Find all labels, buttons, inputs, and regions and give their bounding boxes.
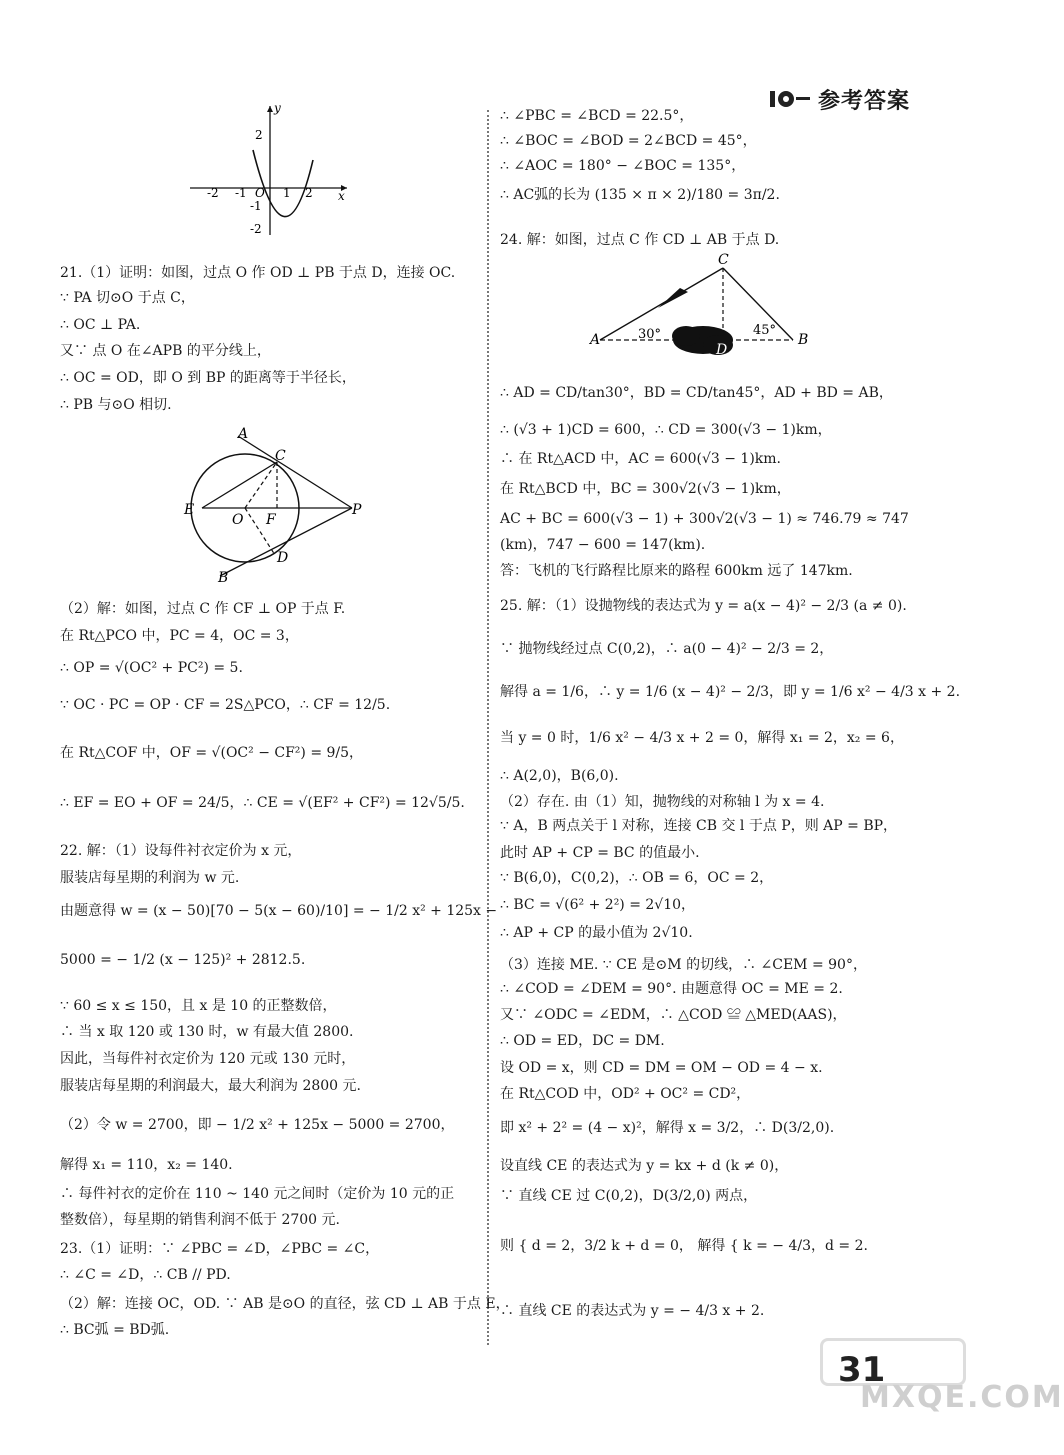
left-text-line: （2）令 w = 2700，即 − 1/2 x² + 125x − 5000 = 2700， <box>60 1117 455 1133</box>
left-text-line: ∵ OC · PC = OP · CF = 2S△PCO，∴ CF = 12/5. <box>60 697 391 713</box>
left-text-line: 又∵ 点 O 在∠APB 的平分线上， <box>60 343 271 359</box>
point-c: C <box>718 252 729 268</box>
left-text-line: 整数倍），每星期的销售利润不低于 2700 元. <box>60 1212 340 1228</box>
point-d: D <box>716 342 728 358</box>
right-text-line: 则 { d = 2，3/2 k + d = 0， 解得 { k = − 4/3，d = 2. <box>500 1238 868 1254</box>
right-text-line: ∴ AD = CD/tan30°，BD = CD/tan45°，AD + BD = AB， <box>500 385 893 401</box>
left-text-line: 服装店每星期的利润最大，最大利润为 2800 元. <box>60 1078 361 1094</box>
right-text-line: 在 Rt△BCD 中，BC = 300√2(√3 − 1)km， <box>500 481 791 497</box>
airplane-route-figure <box>588 250 828 360</box>
right-text-line: （2）存在. 由（1）知，抛物线的对称轴 l 为 x = 4. <box>500 794 825 810</box>
right-text-line: 当 y = 0 时，1/6 x² − 4/3 x + 2 = 0，解得 x₁ = 2，x₂ = 6， <box>500 730 904 746</box>
left-text-line: ∴ 每件衬衣的定价在 110 ~ 140 元之间时（定价为 10 元的正 <box>60 1186 455 1202</box>
right-text-line: (km)，747 − 600 = 147(km). <box>500 537 706 553</box>
page-header <box>770 84 910 118</box>
right-text-line: ∴ ∠BOC = ∠BOD = 2∠BCD = 45°， <box>500 133 757 149</box>
left-text-line: （2）解：连接 OC，OD. ∵ AB 是⊙O 的直径，弦 CD ⊥ AB 于点 E， <box>60 1296 510 1312</box>
right-text-line: ∴ (√3 + 1)CD = 600，∴ CD = 300(√3 − 1)km， <box>500 422 832 438</box>
left-text-line: ∵ PA 切⊙O 于点 C， <box>60 290 195 306</box>
left-text-line: 在 Rt△PCO 中，PC = 4，OC = 3， <box>60 628 299 644</box>
circle-tangent-figure <box>180 420 370 590</box>
tick-x-2: 2 <box>305 186 313 200</box>
page-number: 31 <box>838 1350 886 1390</box>
right-text-line: ∴ A(2,0)，B(6,0). <box>500 768 619 784</box>
point-a: A <box>238 426 249 442</box>
right-text-line: （3）连接 ME. ∵ CE 是⊙M 的切线，∴ ∠CEM = 90°， <box>500 957 867 973</box>
left-text-line: 5000 = − 1/2 (x − 125)² + 2812.5. <box>60 952 306 968</box>
right-text-line: ∴ ∠AOC = 180° − ∠BOC = 135°， <box>500 158 746 174</box>
right-text-line: ∴ 在 Rt△ACD 中，AC = 600(√3 − 1)km. <box>500 451 782 467</box>
right-text-line: ∴ 直线 CE 的表达式为 y = − 4/3 x + 2. <box>500 1303 765 1319</box>
point-e: E <box>184 502 195 518</box>
right-text-line: 25. 解：（1）设抛物线的表达式为 y = a(x − 4)² − 2/3 (a ≠ 0). <box>500 598 907 614</box>
left-text-line: 23.（1）证明：∵ ∠PBC = ∠D，∠PBC = ∠C， <box>60 1241 380 1257</box>
point-c: C <box>275 448 286 464</box>
book-logo-icon <box>770 88 812 110</box>
right-text-line: 即 x² + 2² = (4 − x)²，解得 x = 3/2，∴ D(3/2,0). <box>500 1120 835 1136</box>
right-text-line: ∴ ∠COD = ∠DEM = 90°. 由题意得 OC = ME = 2. <box>500 981 843 997</box>
tick-y-2: 2 <box>255 128 263 142</box>
header-title: 参考答案 <box>818 89 911 114</box>
right-text-line: 解得 a = 1/6，∴ y = 1/6 (x − 4)² − 2/3，即 y = 1/6 x² − 4/3 x + 2. <box>500 684 961 700</box>
point-d: D <box>277 550 289 566</box>
right-text-line: ∴ BC = √(6² + 2²) = 2√10， <box>500 897 696 913</box>
point-p: P <box>352 502 362 518</box>
axis-y-label: y <box>274 101 281 115</box>
right-text-line: ∵ B(6,0)，C(0,2)，∴ OB = 6，OC = 2， <box>500 870 774 886</box>
tick-origin: O <box>255 186 265 200</box>
point-a: A <box>590 332 601 348</box>
watermark-text: MXQE.COM <box>860 1380 1064 1415</box>
point-f: F <box>266 512 276 528</box>
right-text-line: 答：飞机的飞行路程比原来的路程 600km 远了 147km. <box>500 563 853 579</box>
left-text-line: 服装店每星期的利润为 w 元. <box>60 870 240 886</box>
column-divider <box>487 110 489 1345</box>
angle-45: 45° <box>753 323 777 338</box>
right-text-line: 24. 解：如图，过点 C 作 CD ⊥ AB 于点 D. <box>500 232 780 248</box>
left-text-line: ∴ ∠C = ∠D，∴ CB // PD. <box>60 1267 231 1283</box>
left-text-line: ∴ OP = √(OC² + PC²) = 5. <box>60 660 243 676</box>
right-text-line: 又∵ ∠ODC = ∠EDM，∴ △COD ≌ △MED(AAS)， <box>500 1007 847 1023</box>
tick-y-m2: -2 <box>250 222 262 236</box>
point-b: B <box>218 570 229 586</box>
angle-30: 30° <box>638 327 662 342</box>
left-text-line: ∵ 60 ≤ x ≤ 150，且 x 是 10 的正整数倍， <box>60 998 337 1014</box>
right-text-line: ∵ A，B 两点关于 l 对称，连接 CB 交 l 于点 P，则 AP = BP， <box>500 818 898 834</box>
left-text-line: 因此，当每件衬衣定价为 120 元或 130 元时， <box>60 1051 356 1067</box>
left-text-line: （2）解：如图，过点 C 作 CF ⊥ OP 于点 F. <box>60 601 346 617</box>
left-text-line: ∴ EF = EO + OF = 24/5，∴ CE = √(EF² + CF²) = 12√5/5. <box>60 795 465 811</box>
left-text-line: 由题意得 w = (x − 50)[70 − 5(x − 60)/10] = − 1/2 x² + 125x − <box>60 903 498 919</box>
left-text-line: 在 Rt△COF 中，OF = √(OC² − CF²) = 9/5， <box>60 745 364 761</box>
right-text-line: 在 Rt△COD 中，OD² + OC² = CD²， <box>500 1086 751 1102</box>
left-text-line: ∴ BC弧 = BD弧. <box>60 1322 170 1338</box>
right-text-line: ∵ 抛物线经过点 C(0,2)，∴ a(0 − 4)² − 2/3 = 2， <box>500 641 834 657</box>
right-text-line: 设直线 CE 的表达式为 y = kx + d (k ≠ 0)， <box>500 1158 789 1174</box>
axis-x-label: x <box>338 189 345 203</box>
right-text-line: AC + BC = 600(√3 − 1) + 300√2(√3 − 1) ≈ 746.79 ≈ 747 <box>500 511 909 527</box>
right-text-line: ∵ 直线 CE 过 C(0,2)，D(3/2,0) 两点， <box>500 1188 758 1204</box>
right-text-line: ∴ AC弧的长为 (135 × π × 2)/180 = 3π/2. <box>500 187 780 203</box>
point-b: B <box>798 332 809 348</box>
right-text-line: ∴ ∠PBC = ∠BCD = 22.5°， <box>500 108 694 124</box>
left-text-line: 解得 x₁ = 110，x₂ = 140. <box>60 1157 233 1173</box>
tick-y-m1: -1 <box>250 199 262 213</box>
left-text-line: ∴ OC ⊥ PA. <box>60 317 141 333</box>
left-text-line: ∴ PB 与⊙O 相切. <box>60 397 172 413</box>
left-text-line: 21.（1）证明：如图，过点 O 作 OD ⊥ PB 于点 D，连接 OC. <box>60 265 456 281</box>
right-text-line: ∴ AP + CP 的最小值为 2√10. <box>500 925 693 941</box>
tick-x-m1: -1 <box>235 186 247 200</box>
tick-x-m2: -2 <box>207 186 219 200</box>
right-text-line: 此时 AP + CP = BC 的值最小. <box>500 845 700 861</box>
left-text-line: ∴ OC = OD，即 O 到 BP 的距离等于半径长， <box>60 370 356 386</box>
tick-x-1: 1 <box>283 186 291 200</box>
parabola-figure <box>185 100 355 240</box>
point-o: O <box>232 512 244 528</box>
right-text-line: ∴ OD = ED，DC = DM. <box>500 1033 665 1049</box>
left-text-line: ∴ 当 x 取 120 或 130 时，w 有最大值 2800. <box>60 1024 354 1040</box>
right-text-line: 设 OD = x，则 CD = DM = OM − OD = 4 − x. <box>500 1060 823 1076</box>
left-text-line: 22. 解：（1）设每件衬衣定价为 x 元， <box>60 843 302 859</box>
